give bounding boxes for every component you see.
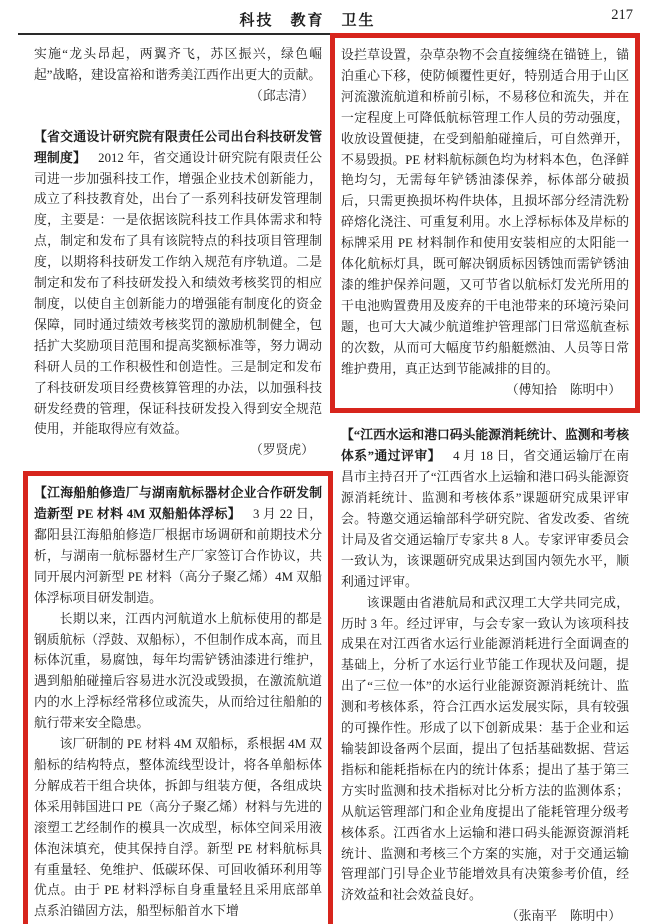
page-header-title: 科技 教育 卫生 — [239, 13, 376, 29]
article-paragraph: 长期以来，江西内河航道水上航标使用的都是钢质航标（浮鼓、双船标），不但制作成本高，而且标体沉重，易腐蚀，每年均需铲锈油漆进行维护，遇到船舶碰撞后容易进水沉没或毁损，在激流航道内的水上浮标经常移位或流失，从而给过往船舶的航行带来安全隐患。 — [34, 611, 322, 731]
article-paragraph — [34, 127, 322, 441]
article-body: 4 月 18 日，省交通运输厅在南昌市主持召开了“江西省水上运输和港口码头能源资源消耗统计、监测和考核体系”课题研究成果评审会。特邀交通运输部科学研究院、省发改委、省统计局及省交通运输厅专家共 8 人。专家评审委员会一致认为，该课题研究成果达到国内领先水平，顺利通过评审。 — [341, 449, 629, 589]
attribution: （邱志清） — [250, 88, 314, 103]
attribution: （张南平 陈明中） — [505, 909, 621, 924]
article-paragraph: 设拦草设置，杂草杂物不会直接缠绕在锚链上，锚泊重心下移，使防倾覆性更好，特别适合用于山区河流激流航道和桥前引标，不易移位和流失，并在一定程度上可降低航标管理工作人员的劳动强度，收放设置便捷，在受到船舶碰撞后，可自然弹开，不易毁损。PE 材料航标颜色均为材料本色，色泽鲜艳均匀，无需每年铲锈油漆保养，标体部分破损后，只需更换损坏构件块体，且损坏部分经清洗粉碎熔化浇注、可重复利用。水上浮标标体及岸标的标牌采用 PE 材料制作和使用安装相应的太阳能一体化航标灯具，既可解决钢质标因锈蚀而需铲锈油漆的维护保养问题，又可节省以航标灯发光所用的干电池购置费用及废弃的干电池带来的环境污染问题，也可大大减少航道维护管理部门日常巡航查标的次数，从而可大幅度节约船艇燃油、人员等日常维护费用，真正达到节能减排的目的。 — [341, 48, 629, 376]
article-paragraph: 该厂研制的 PE 材料 4M 双船标，系根据 4M 双船标的结构特点，整体流线型设计，将各单船标体分解成若干组合块体，拆卸与组装方便，各组成块体采用韩国进口 PE（高分子聚乙烯）材料与先进的滚塑工艺经制作的模具一次成型，标体空间采用液体泡沫填充，使其保持自浮。新型 PE 材料航标具有重量轻、免维护、低碳环保、可回收循环利用等优点。由于 PE 材料浮标自身重量轻且采用底部单点系泊锚固方法，船型标船首水下增 — [34, 737, 322, 919]
left-column — [23, 44, 333, 924]
article-paragraph — [341, 425, 629, 592]
spacer — [34, 107, 322, 127]
article-body: 2012 年，省交通设计研究院有限责任公司进一步加强科技工作，增强企业技术创新能力，成立了科技教育处，出台了一系列科技研发管理制度，主要是：一是依据该院科技工作具体需求和特点，制定和发布了具有该院特点的科技项目管理制度，以期将科技研发工作纳入规范有序轨道。二是制定和发布了科技研发投入和绩效考核奖罚的相应制度，以使自主创新能力的增强能有制度化的资金保障，同时通过绩效考核奖罚的激励机制健全，包括扩大奖励项目范围和提高奖额标准等，努力调动科研人员的工作积极性和创造性。三是制定和发布了科技研发项目经费核算管理的办法，以加强科技研发经费的管理，保证科技研发投入得到安全规范使用，并能取得应有效益。 — [34, 150, 323, 437]
article-heading: 【“江西水运和港口码头能源消耗统计、监测和考核体系”通过评审】 — [341, 428, 629, 464]
right-column — [330, 33, 640, 924]
article-paragraph: 该课题由省港航局和武汉理工大学共同完成，历时 3 年。经过评审，与会专家一致认为该项科技成果在对江西省水运行业能源消耗进行全面调查的基础上，分析了水运行业节能工作现状及问题，提出了“三位一体”的水运行业能源资源消耗统计、监测和考核体系，符合江西水运发展实际，具有较强的可操作性。形成了以下创新成果：基于企业和运输装卸设备两个层面，提出了包括基础数据、营运指标和能耗指标在内的统计体系；提出了基于第三方实时监测和技术指标对比分析方法的监测体系；从航运管理部门和企业角度提出了能耗管理分级考核体系。江西省水上运输和港口码头能源资源消耗统计、监测和考核三个方案的实施，对于交通运输管理部门引导企业节能增效具有决策参考价值，经济效益和社会效益良好。 — [341, 595, 629, 903]
carryover-paragraph: 实施“龙头昂起，两翼齐飞，苏区振兴，绿色崛起”战略，建设富裕和谐秀美江西作出更大的贡献。 — [34, 47, 322, 82]
article-heading: 【江海船舶修造厂与湖南航标器材企业合作研发制造新型 PE 材料 4M 双船船体浮标】 — [34, 486, 322, 522]
highlight-box-left — [23, 471, 333, 924]
attribution: （罗贤虎） — [250, 443, 314, 458]
highlight-box-right — [330, 33, 640, 413]
page-number: 217 — [611, 7, 633, 23]
article-heading: 【省交通设计研究院有限责任公司出台科技研发管理制度】 — [34, 129, 322, 165]
article-body: 3 月 22 日，鄱阳县江海船舶修造厂根据市场调研和前期技术分析，与湖南一航标器材生产厂家签订合作协议，共同开展内河新型 PE 材料（高分子聚乙烯）4M 双船体浮标项目研发制造。 — [34, 507, 322, 605]
attribution: （傅知拾 陈明中） — [505, 382, 621, 397]
article-paragraph — [34, 483, 322, 608]
